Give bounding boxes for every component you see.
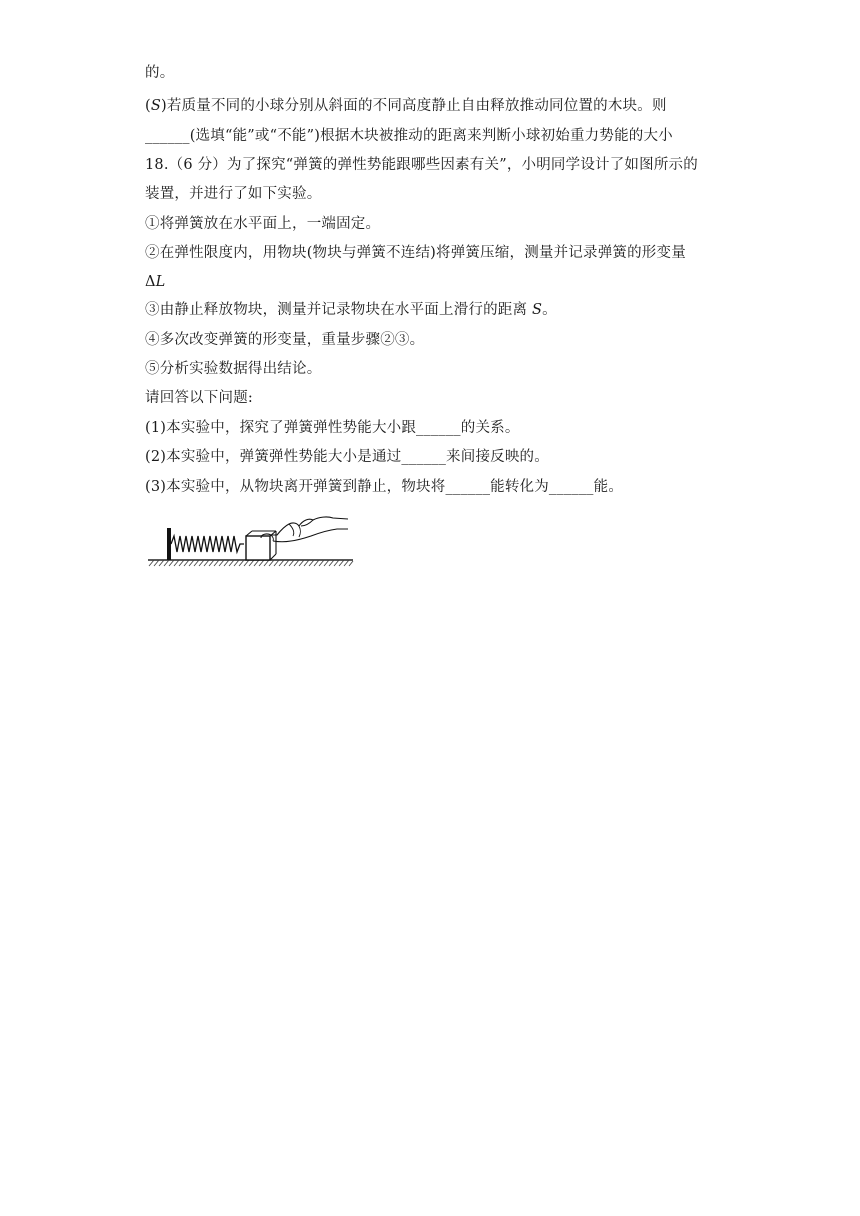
step-2: ②在弹性限度内，用物块(物块与弹簧不连结)将弹簧压缩，测量并记录弹簧的形变量 [145, 245, 686, 261]
variable-s: S [150, 98, 161, 114]
text-line-5: 装置，并进行了如下实验。 [145, 186, 322, 202]
text-line-3: ______(选填“能”或“不能”)根据木块被推动的距离来判断小球初始重力势能的大小 [145, 128, 673, 144]
step-3 [145, 300, 557, 320]
question-text: )若质量不同的小球分别从斜面的不同高度静止自由释放推动同位置的木块。则 [161, 98, 667, 114]
sub-question-2: (2)本实验中，弹簧弹性势能大小是通过______来间接反映的。 [145, 449, 549, 465]
spring-block-hand-icon [143, 508, 358, 576]
text-line-2 [145, 96, 667, 116]
text-line-1: 的。 [145, 65, 175, 81]
question-18-title: 18.（6 分）为了探究“弹簧的弹性势能跟哪些因素有关”，小明同学设计了如图所示的 [145, 157, 698, 173]
variable-s-2: S [532, 302, 543, 318]
delta-symbol: Δ [145, 274, 156, 290]
step-5: ⑤分析实验数据得出结论。 [145, 361, 322, 377]
sub-question-3: (3)本实验中，从物块离开弹簧到静止，物块将______能转化为______能。 [145, 479, 624, 495]
paren-open: ( [145, 98, 151, 114]
step-3-text: ③由静止释放物块，测量并记录物块在水平面上滑行的距离 [145, 302, 533, 318]
step-4: ④多次改变弹簧的形变量，重量步骤②③。 [145, 332, 425, 348]
sub-question-1: (1)本实验中，探究了弹簧弹性势能大小跟______的关系。 [145, 420, 520, 436]
delta-l-line [145, 272, 166, 292]
step-1: ①将弹簧放在水平面上，一端固定。 [145, 216, 381, 232]
step-3-end: 。 [542, 302, 557, 318]
variable-l: L [155, 274, 166, 290]
answer-prompt: 请回答以下问题: [145, 390, 253, 406]
